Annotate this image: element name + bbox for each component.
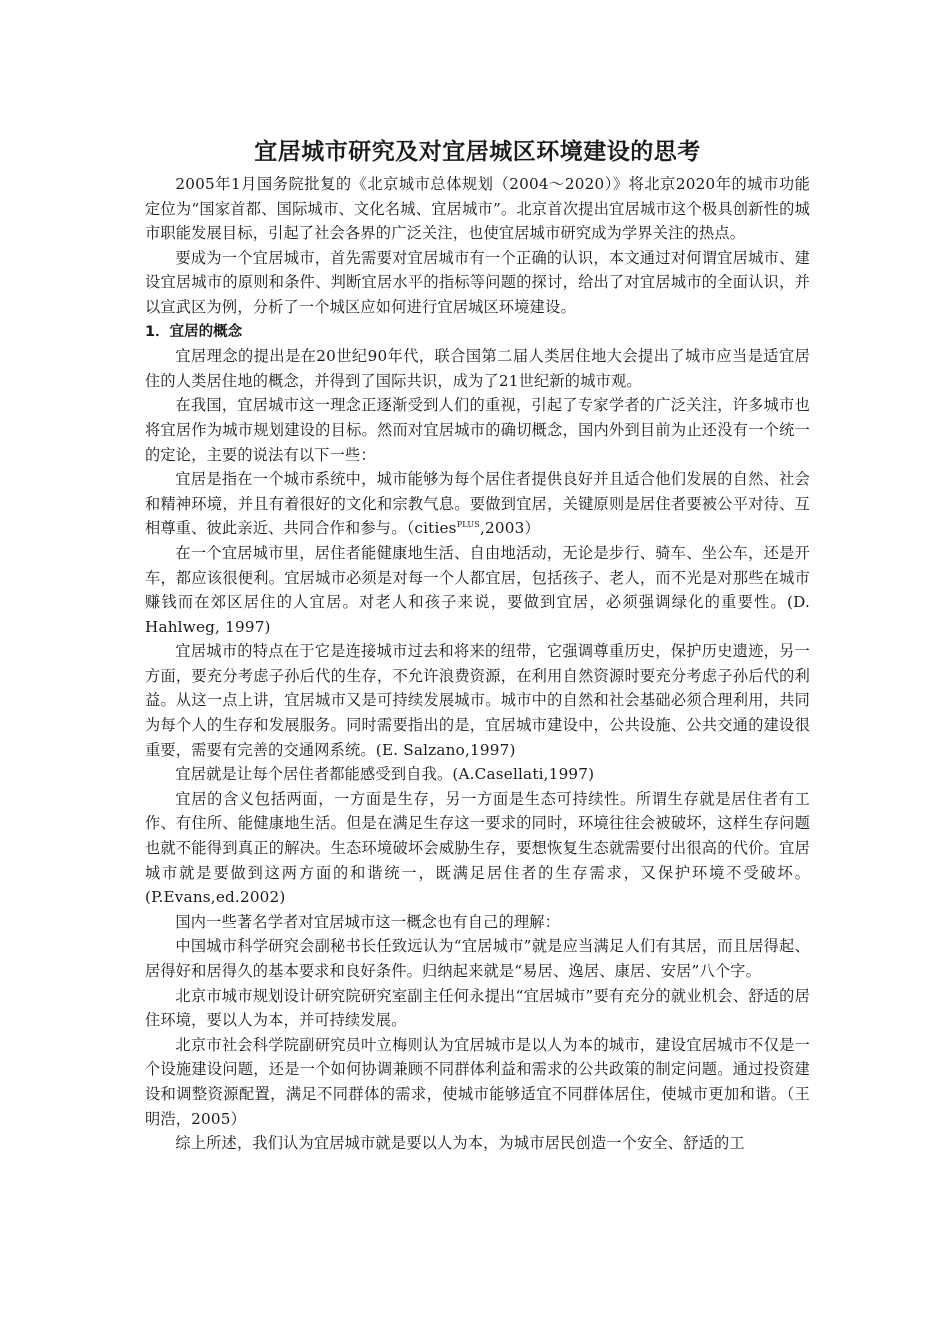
section-paragraph-7: 宜居的含义包括两面，一方面是生存，另一方面是生态可持续性。所谓生存就是居住者有工作、有住所、能健康地生活。但是在满足生存这一要求的同时，环境往往会被破坏，这样生存问题也就不能得到真正的解决。生态环境破坏会威胁生存，要想恢复生态就需要付出很高的代价。宜居城市就是要做到这两方面的和谐统一，既满足居住者的生存需求，又保护环境不受破坏。(P.Evans,ed.2002) [145,789,810,907]
section-paragraph-3 [145,467,810,541]
document-page [145,134,810,1156]
section-paragraph-11: 北京市社会科学院副研究员叶立梅则认为宜居城市是以人为本的城市，建设宜居城市不仅是一个设施建设问题，还是一个如何协调兼顾不同群体利益和需求的公共政策的制定问题。通过投资建设和调整资源配置，满足不同群体的需求，使城市能够适宜不同群体居住，使城市更加和谐。（王明浩，2005） [145,1035,810,1128]
section-paragraph-6: 宜居就是让每个居住者都能感受到自我。(A.Casellati,1997) [175,765,595,784]
section-paragraph-10: 北京市城市规划设计研究院研究室副主任何永提出“宜居城市”要有充分的就业机会、舒适的居住环境，要以人为本，并可持续发展。 [145,986,810,1030]
paragraph-text: 宜居是指在一个城市系统中，城市能够为每个居住者提供良好并且适合他们发展的自然、社会和精神环境，并且有着很好的文化和宗教气息。要做到宜居，关键原则是居住者要被公平对待、互相尊重、彼此亲近、共同合作和参与。（cities [145,470,810,538]
section-paragraph-12: 综上所述，我们认为宜居城市就是要以人为本，为城市居民创造一个安全、舒适的工 [175,1134,745,1153]
intro-paragraph-2: 要成为一个宜居城市，首先需要对宜居城市有一个正确的认识，本文通过对何谓宜居城市、建设宜居城市的原则和条件、判断宜居水平的指标等问题的探讨，给出了对宜居城市的全面认识，并以宣武区为例，分析了一个城区应如何进行宜居城区环境建设。 [145,248,810,316]
section-heading: 1．宜居的概念 [145,323,243,340]
section-paragraph-5: 宜居城市的特点在于它是连接城市过去和将来的纽带，它强调尊重历史，保护历史遗迹，另一方面，要充分考虑子孙后代的生存，不允许浪费资源，在利用自然资源时要充分考虑子孙后代的利益。从这一点上讲，宜居城市又是可持续发展城市。城市中的自然和社会基础必须合理利用，共同为每个人的生存和发展服务。同时需要指出的是，宜居城市建设中，公共设施、公共交通的建设很重要，需要有完善的交通网系统。(E. Salzano,1997) [145,642,810,759]
superscript-plus: PLUS [456,520,480,530]
section-paragraph-4: 在一个宜居城市里，居住者能健康地生活、自由地活动，无论是步行、骑车、坐公车，还是开车，都应该很便利。宜居城市必须是对每一个人都宜居，包括孩子、老人，而不光是对那些在城市赚钱而在郊区居住的人宜居。对老人和孩子来说，要做到宜居，必须强调绿化的重要性。(D. Hahlweg, 1997) [145,543,810,636]
citation-tail: ,2003） [479,519,540,538]
section-paragraph-9: 中国城市科学研究会副秘书长任致远认为“宜居城市”就是应当满足人们有其居，而且居得起、居得好和居得久的基本要求和良好条件。归纳起来就是“易居、逸居、康居、安居”八个字。 [145,937,810,980]
section-paragraph-8: 国内一些著名学者对宜居城市这一概念也有自己的理解： [175,912,561,931]
section-paragraph-2: 在我国，宜居城市这一理念正逐渐受到人们的重视，引起了专家学者的广泛关注，许多城市也将宜居作为城市规划建设的目标。然而对宜居城市的确切概念，国内外到目前为止还没有一个统一的定论，主要的说法有以下一些： [145,396,810,464]
document-title: 宜居城市研究及对宜居城区环境建设的思考 [254,139,701,165]
intro-paragraph-1: 2005年1月国务院批复的《北京城市总体规划（2004～2020）》将北京2020年的城市功能定位为“国家首都、国际城市、文化名城、宜居城市”。北京首次提出宜居城市这个极具创新性的城市职能发展目标，引起了社会各界的广泛关注，也使宜居城市研究成为学界关注的热点。 [145,175,810,243]
section-paragraph-1: 宜居理念的提出是在20世纪90年代，联合国第二届人类居住地大会提出了城市应当是适宜居住的人类居住地的概念，并得到了国际共识，成为了21世纪新的城市观。 [145,347,810,390]
